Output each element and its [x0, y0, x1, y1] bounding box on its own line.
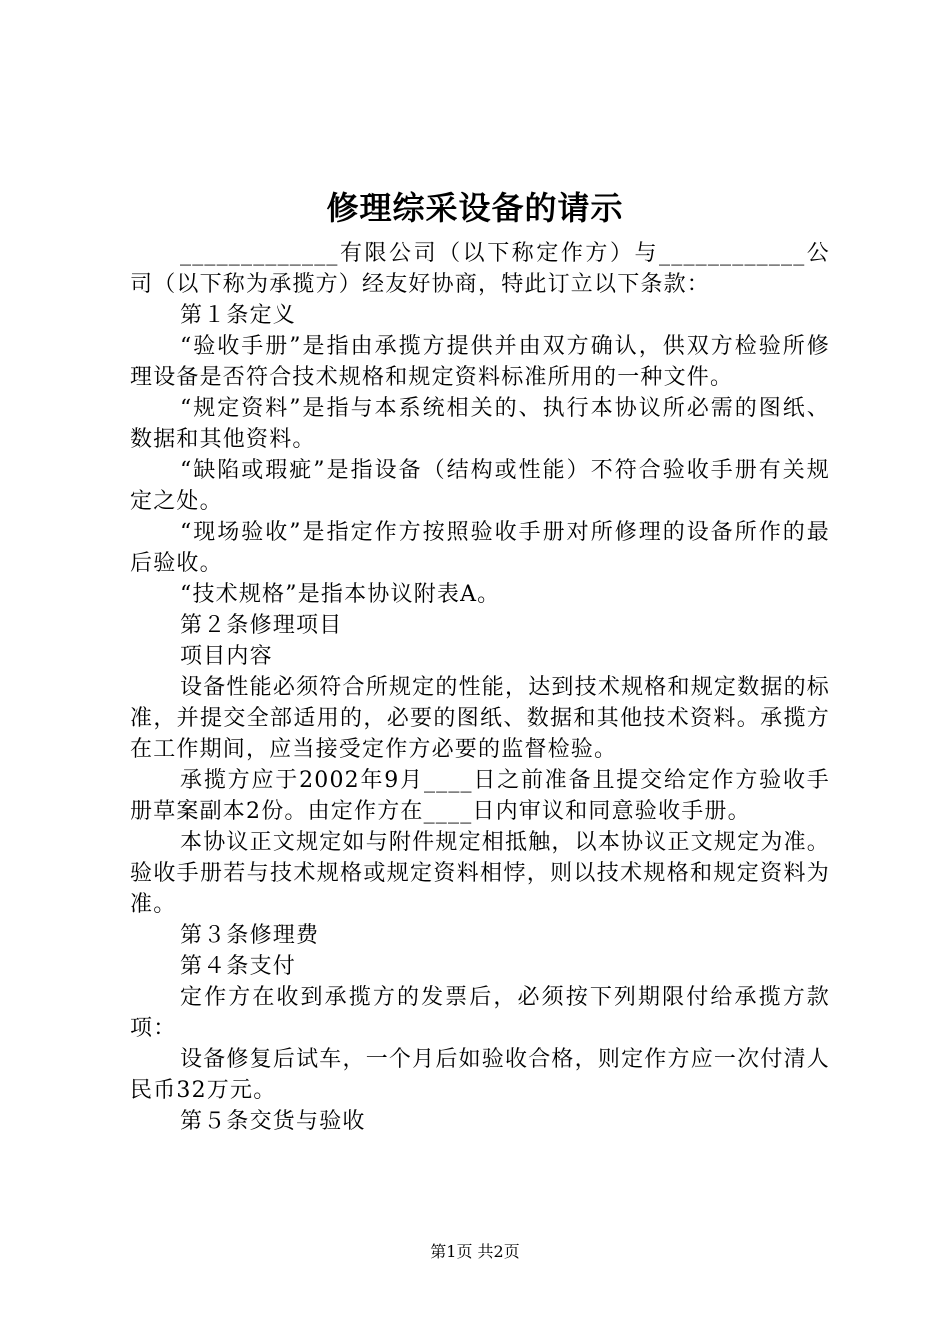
document-title: 修理综采设备的请示 [326, 189, 624, 227]
paragraph: “规定资料”是指与本系统相关的、执行本协议所必需的图纸、数据和其他资料。 [130, 396, 830, 452]
paragraph: 第１条定义 [180, 303, 297, 328]
paragraph: 第４条支付 [180, 954, 297, 979]
paragraph: 项目内容 [180, 644, 273, 669]
paragraph: _____________有限公司（以下称定作方）与____________公司（以下称为承揽方）经友好协商，特此订立以下条款： [130, 241, 830, 297]
paragraph: “现场验收”是指定作方按照验收手册对所修理的设备所作的最后验收。 [130, 520, 830, 576]
paragraph: 第３条修理费 [180, 923, 320, 948]
document-body [130, 238, 830, 1137]
paragraph: “技术规格”是指本协议附表A。 [180, 582, 501, 607]
paragraph: “验收手册”是指由承揽方提供并由双方确认，供双方检验所修理设备是否符合技术规格和规定资料标准所用的一种文件。 [130, 334, 830, 390]
paragraph: 本协议正文规定如与附件规定相抵触，以本协议正文规定为准。验收手册若与技术规格或规定资料相悖，则以技术规格和规定资料为准。 [130, 830, 830, 917]
paragraph: 设备性能必须符合所规定的性能，达到技术规格和规定数据的标准，并提交全部适用的，必要的图纸、数据和其他技术资料。承揽方在工作期间，应当接受定作方必要的监督检验。 [130, 675, 830, 762]
paragraph: 第２条修理项目 [180, 613, 343, 638]
paragraph: 承揽方应于2002年9月____日之前准备且提交给定作方验收手册草案副本2份。由定作方在____日内审议和同意验收手册。 [130, 768, 830, 824]
page-number-footer: 第1页 共2页 [430, 1242, 520, 1261]
paragraph: “缺陷或瑕疵”是指设备（结构或性能）不符合验收手册有关规定之处。 [130, 458, 830, 514]
paragraph: 第５条交货与验收 [180, 1109, 366, 1134]
paragraph: 定作方在收到承揽方的发票后，必须按下列期限付给承揽方款项： [130, 985, 830, 1041]
paragraph: 设备修复后试车，一个月后如验收合格，则定作方应一次付清人民币32万元。 [130, 1047, 830, 1103]
